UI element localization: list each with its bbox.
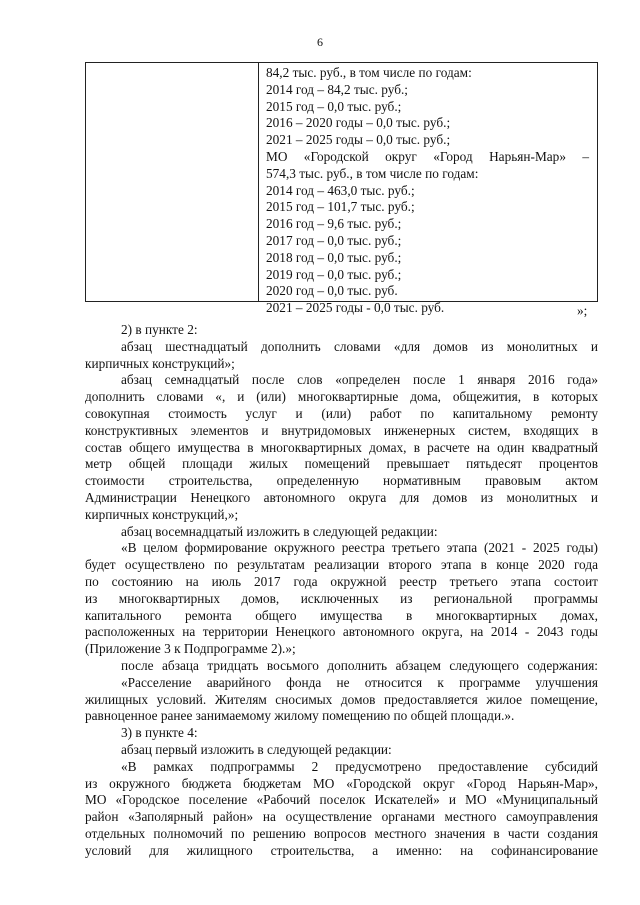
body-line: метр общей площади жилых помещений превышает пятьдесят процентов <box>85 456 598 472</box>
body-line: абзац шестнадцатый дополнить словами «для домов из монолитных и <box>121 338 598 354</box>
body-line: кирпичных конструкций,»; <box>85 506 239 522</box>
body-line: МО «Городское поселение «Рабочий поселок Искателей» и МО «Муниципальный <box>85 792 598 808</box>
table-left-cell <box>86 63 259 301</box>
table-line: 2015 год – 0,0 тыс. руб.; <box>266 98 402 114</box>
document-body <box>85 322 598 860</box>
body-line: капитального ремонта общего имущества в многоквартирных домах, <box>85 607 598 623</box>
table-line: МО «Городской округ «Город Нарьян-Мар» – <box>266 148 589 164</box>
body-line: из окружного бюджета бюджетам МО «Городской округ «Город Нарьян-Мар», <box>85 775 598 791</box>
body-line: условий для жилищного строительства, а именно: на софинансирование <box>85 842 598 858</box>
table-line: 2020 год – 0,0 тыс. руб. <box>266 283 398 299</box>
table-right-cell <box>258 63 597 316</box>
body-line: 3) в пункте 4: <box>121 725 198 741</box>
body-line: равноценное ранее занимаемому жилому помещению по общей площади.». <box>85 708 515 724</box>
body-line: Администрации Ненецкого автономного округа для домов из монолитных и <box>85 489 598 505</box>
table-line: 2016 – 2020 годы – 0,0 тыс. руб.; <box>266 115 451 131</box>
body-line: расположенных на территории Ненецкого автономного округа, на 2014 - 2043 годы <box>85 624 598 640</box>
body-line: абзац восемнадцатый изложить в следующей редакции: <box>121 523 438 539</box>
funding-table <box>85 62 598 316</box>
table-line: 84,2 тыс. руб., в том числе по годам: <box>266 65 472 80</box>
body-line: «В целом формирование окружного реестра третьего этапа (2021 - 2025 годы) <box>121 540 598 556</box>
body-line: по состоянию на июль 2017 года окружной реестр третьего этапа состоит <box>85 573 598 589</box>
body-line: после абзаца тридцать восьмого дополнить абзацем следующего содержания: <box>121 657 598 673</box>
body-line: 2) в пункте 2: <box>121 322 198 337</box>
table-line: 2015 год – 101,7 тыс. руб.; <box>266 199 415 215</box>
page-number: 6 <box>317 35 323 49</box>
body-line: кирпичных конструкций»; <box>85 355 235 371</box>
table-line: 2021 – 2025 годы – 0,0 тыс. руб.; <box>266 132 451 148</box>
body-line: (Приложение 3 к Подпрограмме 2).»; <box>85 641 296 657</box>
body-line: дополнить словами «, и (или) многоквартирные дома, общежития, в которых <box>85 389 598 405</box>
table-line: 574,3 тыс. руб., в том числе по годам: <box>266 165 479 181</box>
body-line: абзац первый изложить в следующей редакции: <box>121 741 392 757</box>
table-line: 2021 – 2025 годы - 0,0 тыс. руб. <box>266 300 445 316</box>
body-line: район «Заполярный район» на осуществление органами местного самоуправления <box>85 809 598 825</box>
body-line: из многоквартирных домов, исключенных из региональной программы <box>85 590 598 606</box>
body-line: «Расселение аварийного фонда не относится к программе улучшения <box>121 674 598 690</box>
closing-quote: »; <box>577 303 588 318</box>
body-line: отдельных полномочий по решению вопросов местного значения в части создания <box>85 825 598 841</box>
body-line: совокупная стоимость услуг и (или) работ по капитальному ремонту <box>85 405 598 421</box>
body-line: конструктивных элементов и внутридомовых инженерных систем, входящих в <box>85 422 598 438</box>
table-line: 2014 год – 84,2 тыс. руб.; <box>266 81 408 97</box>
body-line: абзац семнадцатый после слов «определен после 1 января 2016 года» <box>121 372 598 388</box>
table-line: 2017 год – 0,0 тыс. руб.; <box>266 232 402 248</box>
table-line: 2018 год – 0,0 тыс. руб.; <box>266 249 402 265</box>
table-line: 2019 год – 0,0 тыс. руб.; <box>266 266 402 282</box>
table-line: 2016 год – 9,6 тыс. руб.; <box>266 216 402 232</box>
body-line: жилищных условий. Жителям сносимых домов предоставляется жилое помещение, <box>85 691 598 707</box>
body-line: будет осуществлено по результатам реализации второго этапа в конце 2020 года <box>85 557 598 573</box>
table-line: 2014 год – 463,0 тыс. руб.; <box>266 182 415 198</box>
body-line: стоимости строительства, определенную нормативным правовым актом <box>85 473 598 489</box>
body-line: «В рамках подпрограммы 2 предусмотрено предоставление субсидий <box>121 758 598 774</box>
body-line: состав общего имущества в многоквартирных домах, в расчете на один квадратный <box>85 439 598 455</box>
